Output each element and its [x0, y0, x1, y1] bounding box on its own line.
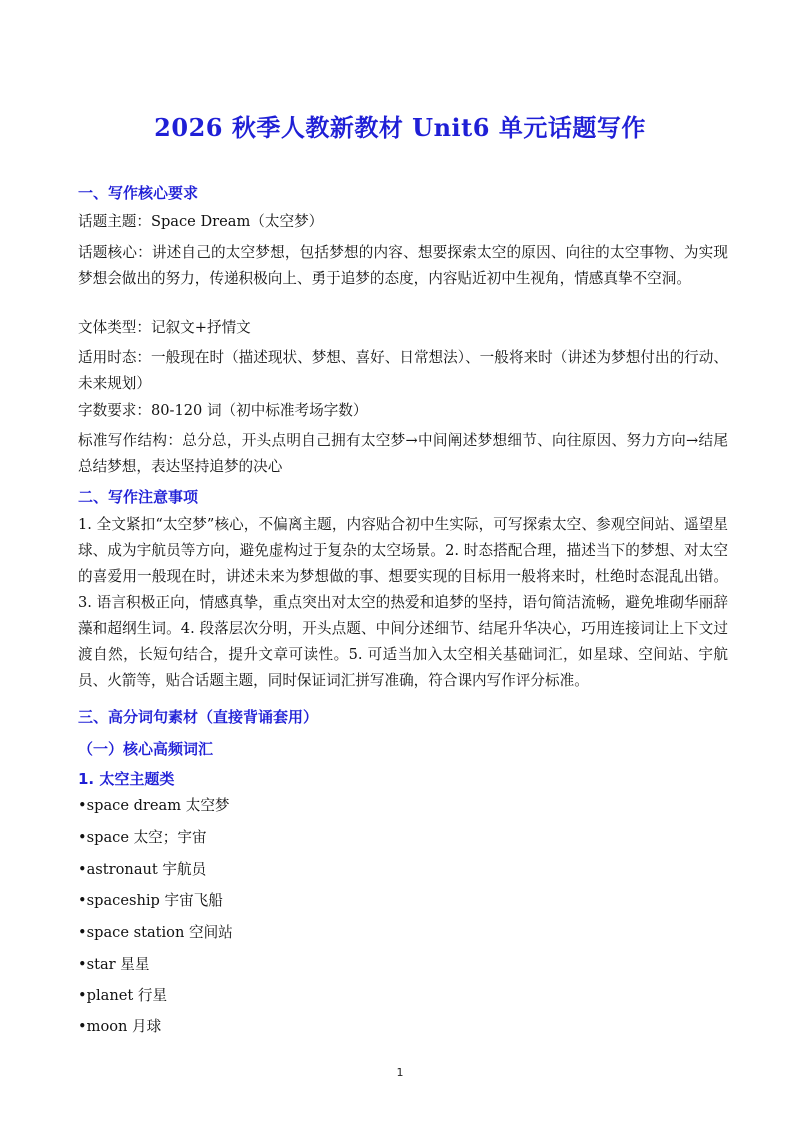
- vocab-item: •moon 月球: [78, 1018, 162, 1035]
- topic-line: 话题主题：Space Dream（太空梦）: [78, 213, 324, 230]
- structure-paragraph: 标准写作结构：总分总，开头点明自己拥有太空梦→中间阐述梦想细节、向往原因、努力方向→结尾总结梦想，表达坚持追梦的决心: [78, 432, 728, 475]
- tense-paragraph: 适用时态：一般现在时（描述现状、梦想、喜好、日常想法）、一般将来时（讲述为梦想付出的行动、未来规划）: [78, 349, 728, 392]
- section-heading-materials: 三、高分词句素材（直接背诵套用）: [78, 708, 319, 726]
- vocab-item: •star 星星: [78, 956, 150, 973]
- vocab-item: •space dream 太空梦: [78, 797, 230, 814]
- vocab-item: •space 太空；宇宙: [78, 829, 207, 846]
- subheading-core-vocab: （一）核心高频词汇: [78, 740, 214, 758]
- section-heading-requirements: 一、写作核心要求: [78, 184, 199, 202]
- notes-paragraph: 1. 全文紧扣“太空梦”核心，不偏离主题，内容贴合初中生实际，可写探索太空、参观空间站、遥望星球、成为宇航员等方向，避免虚构过于复杂的太空场景。2. 时态搭配合理，描述当下的梦想、对太空的喜爱用一般现在时，讲述未来为梦想做的事、想要实现的目标用一般将来时，杜绝时态混乱出错。3. 语言积极正向，情感真挚，重点突出对太空的热爱和追梦的坚持，语句简洁流畅，避免堆砌华丽辞藻和超纲生词。4. 段落层次分明，开头点题、中间分述细节、结尾升华决心，巧用连接词让上下文过渡自然，长短句结合，提升文章可读性。5. 可适当加入太空相关基础词汇，如星球、空间站、宇航员、火箭等，贴合话题主题，同时保证词汇拼写准确，符合课内写作评分标准。: [78, 516, 728, 689]
- section-heading-notes: 二、写作注意事项: [78, 488, 199, 506]
- genre-line: 文体类型：记叙文+抒情文: [78, 319, 251, 336]
- vocab-item: •spaceship 宇宙飞船: [78, 892, 223, 909]
- vocab-item: •space station 空间站: [78, 924, 233, 941]
- vocab-item: •planet 行星: [78, 987, 168, 1004]
- subheading-space-theme: 1. 太空主题类: [78, 770, 175, 788]
- page-number: 1: [396, 1066, 404, 1079]
- word-count-line: 字数要求：80-120 词（初中标准考场字数）: [78, 402, 368, 419]
- core-paragraph: 话题核心：讲述自己的太空梦想，包括梦想的内容、想要探索太空的原因、向往的太空事物、为实现梦想会做出的努力，传递积极向上、勇于追梦的态度，内容贴近初中生视角，情感真挚不空洞。: [78, 244, 728, 287]
- document-title: 2026 秋季人教新教材 Unit6 单元话题写作: [154, 113, 646, 142]
- vocab-item: •astronaut 宇航员: [78, 861, 207, 878]
